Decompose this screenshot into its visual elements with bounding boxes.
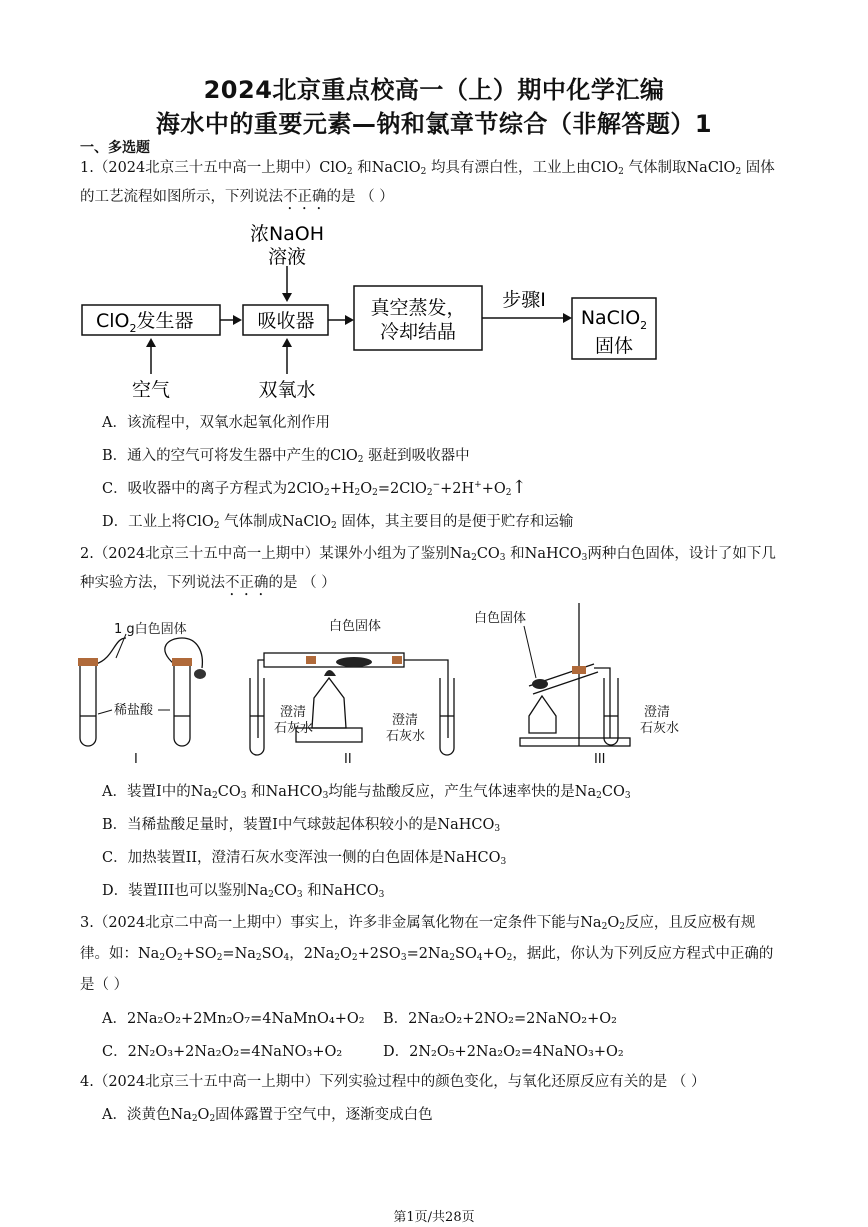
fig-ii-lime-label-a: 澄清 xyxy=(280,705,307,720)
fig-ii-lime-label-c: 澄清 xyxy=(392,713,419,728)
flow-evap-label2: 冷却结晶 xyxy=(379,321,457,343)
q2-option-a: A．装置I中的$Na_2CO_3$ 和NaHCO$_3$均能与盐酸反应，产生气体速率快的是$Na_2CO_3$ xyxy=(102,784,631,801)
fig-ii-lime-label-b: 石灰水 xyxy=(274,721,314,736)
q3-line1: 3.（2024北京二中高一上期中）事实上，许多非金属氧化物在一定条件下能与$Na_2O_2$反应，且反应极有规 xyxy=(80,915,756,932)
process-flow-diagram xyxy=(76,214,676,404)
apparatus-i xyxy=(80,638,202,746)
section-heading: 一、多选题 xyxy=(80,140,150,156)
q1-line1: 1.（2024北京三十五中高一上期中）ClO$_2$ 和NaClO$_2$ 均具有漂白性，工业上由ClO$_2$ 气体制取NaClO$_2$ 固体 xyxy=(80,160,775,177)
clamp-iii xyxy=(572,666,586,674)
fig-i-label: I xyxy=(134,752,138,767)
flow-product-label: NaClO$_2$ xyxy=(580,307,648,332)
q1-option-b: B．通入的空气可将发生器中产生的ClO$_2$ 驱赶到吸收器中 xyxy=(102,448,470,465)
solid-in-tube xyxy=(336,657,372,667)
fig-iii-solid-label: 白色固体 xyxy=(474,611,527,626)
q4-option-a: A．淡黄色$Na_2O_2$固体露置于空气中，逐渐变成白色 xyxy=(102,1107,433,1124)
q3-option-a: A．2Na₂O₂+2Mn₂O₇=4NaMnO₄+O₂ xyxy=(102,1011,365,1027)
balloon-neck-left xyxy=(78,658,98,666)
flow-step-label: 步骤I xyxy=(502,289,546,311)
fig-ii-solid-label: 白色固体 xyxy=(329,619,382,634)
q1-option-a: A．该流程中，双氧水起氧化剂作用 xyxy=(102,415,330,431)
q2-line2: 种实验方法，下列说法不正确的是 （ ） xyxy=(80,575,336,591)
doc-title-line1: 2024北京重点校高一（上）期中化学汇编 xyxy=(203,76,665,104)
fig-i-solid-label: 1 g白色固体 xyxy=(114,622,187,637)
flow-air-label: 空气 xyxy=(131,379,171,401)
fig-iii-lime-label-a: 澄清 xyxy=(644,705,671,720)
q3-option-b: B．2Na₂O₂+2NO₂=2NaNO₂+O₂ xyxy=(383,1011,617,1027)
balloon-neck-right xyxy=(172,658,192,666)
flow-product-label2: 固体 xyxy=(594,335,634,357)
apparatus-figure xyxy=(74,598,704,773)
flow-h2o2-label: 双氧水 xyxy=(258,379,316,401)
fig-iii-lime-label-b: 石灰水 xyxy=(640,721,680,736)
flow-generator-label: ClO$_2$发生器 xyxy=(96,310,194,335)
apparatus-iii xyxy=(520,603,630,746)
stopper-ii-right xyxy=(392,656,402,664)
q2-option-c: C．加热装置II，澄清石灰水变浑浊一侧的白色固体是NaHCO$_3$ xyxy=(102,850,507,867)
flow-naoh-label2: 溶液 xyxy=(267,246,307,268)
q2-option-d: D．装置III也可以鉴别$Na_2CO_3$ 和NaHCO$_3$ xyxy=(102,883,385,900)
q2-line1: 2.（2024北京三十五中高一上期中）某课外小组为了鉴别$Na_2CO_3$ 和NaHCO$_3$两种白色固体，设计了如下几 xyxy=(80,546,776,563)
fig-ii-label: II xyxy=(344,752,352,767)
flow-evap-label1: 真空蒸发， xyxy=(370,297,466,319)
fig-iii-label: III xyxy=(594,752,606,767)
solid-sample xyxy=(194,669,206,679)
page-footer: 第1页/共28页 xyxy=(393,1210,475,1225)
q3-option-c: C．2N₂O₃+2Na₂O₂=4NaNO₃+O₂ xyxy=(102,1044,343,1060)
q3-line3: 是（ ） xyxy=(80,977,129,993)
q1-line2: 的工艺流程如图所示，下列说法不正确的是 （ ） xyxy=(80,189,394,205)
stopper-ii-left xyxy=(306,656,316,664)
fig-i-acid-label: 稀盐酸 xyxy=(114,703,154,718)
q2-option-b: B．当稀盐酸足量时，装置I中气球鼓起体积较小的是NaHCO$_3$ xyxy=(102,817,501,834)
solid-in-tube-iii xyxy=(532,679,548,689)
doc-title-line2: 海水中的重要元素—钠和氯章节综合（非解答题）1 xyxy=(155,110,713,138)
q3-line2: 律。如：$Na_2O_2+SO_2=Na_2SO_4$，$2Na_2O_2+2SO_3=2Na_2SO_4+O_2$，据此，你认为下列反应方程式中正确的 xyxy=(80,946,774,963)
flow-naoh-label: 浓NaOH xyxy=(249,223,325,245)
q3-option-d: D．2N₂O₅+2Na₂O₂=4NaNO₃+O₂ xyxy=(383,1044,624,1060)
q4-line1: 4.（2024北京三十五中高一上期中）下列实验过程中的颜色变化，与氧化还原反应有关的是 （ ） xyxy=(80,1074,706,1090)
flow-absorber-label: 吸收器 xyxy=(257,310,315,332)
q1-option-d: D．工业上将ClO$_2$ 气体制成NaClO$_2$ 固体，其主要目的是便于贮存和运输 xyxy=(102,514,574,531)
q1-option-c: C．吸收器中的离子方程式为$2ClO_2+H_2O_2=2ClO_2^-+2H^++O_2↑$ xyxy=(102,477,527,498)
fig-ii-lime-label-d: 石灰水 xyxy=(386,729,426,744)
